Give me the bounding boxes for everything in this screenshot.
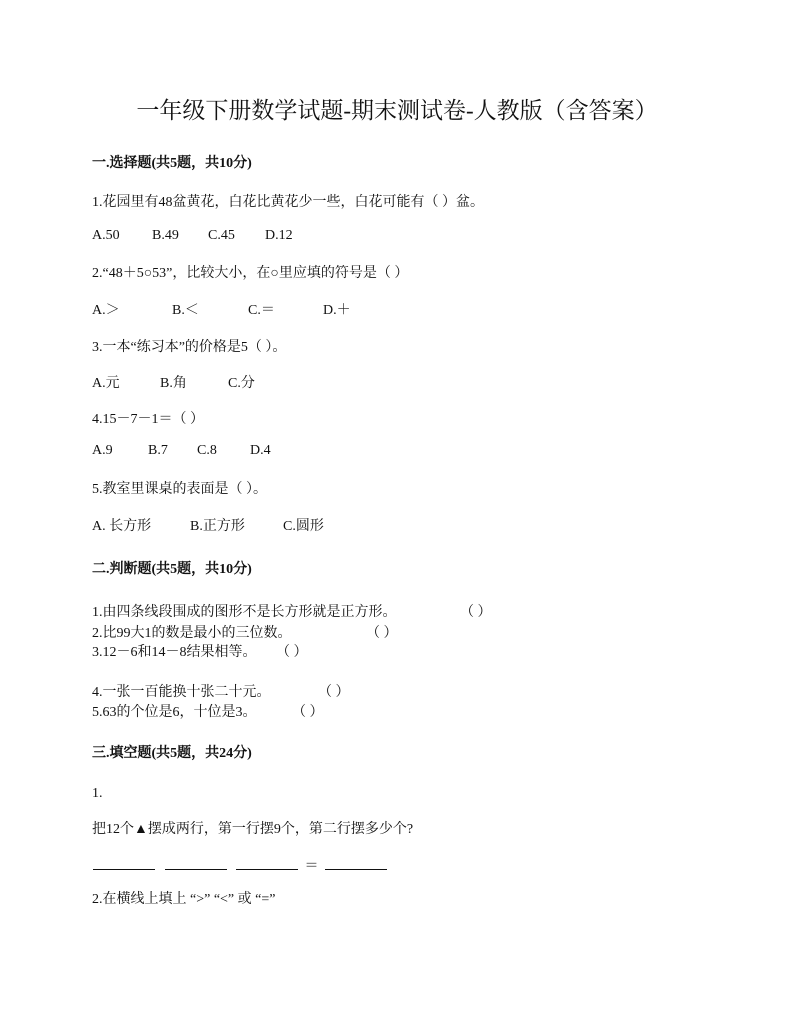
section-heading-fill: 三.填空题(共5题，共24分): [92, 746, 252, 761]
choice-option: B.7: [148, 443, 168, 458]
choice-option: D.＋: [323, 303, 351, 318]
page-title: 一年级下册数学试题-期末测试卷-人教版（含答案）: [136, 98, 658, 123]
choice-option: A.＞: [92, 303, 120, 318]
answer-blank[interactable]: [165, 857, 227, 870]
fill-question-number: 1.: [92, 786, 103, 801]
judge-question-5: 5.63的个位是6，十位是3。: [92, 705, 257, 720]
choice-option: C.分: [228, 376, 255, 391]
choice-option: B.＜: [172, 303, 199, 318]
choice-option: C.圆形: [283, 519, 324, 534]
choice-option: D.12: [265, 228, 293, 243]
answer-blank[interactable]: [93, 857, 155, 870]
answer-blank-row: [93, 855, 387, 875]
choice-question-3: 3.一本“练习本”的价格是5（ ）。: [92, 340, 287, 355]
section-heading-choice: 一.选择题(共5题，共10分): [92, 156, 252, 171]
judge-question-1: 1.由四条线段围成的图形不是长方形就是正方形。: [92, 605, 397, 620]
equals-sign: ＝: [304, 859, 319, 874]
choice-option: A.元: [92, 376, 120, 391]
answer-parentheses: （ ）: [292, 705, 324, 720]
answer-parentheses: （ ）: [366, 626, 398, 641]
choice-option: B.角: [160, 376, 187, 391]
section-heading-judge: 二.判断题(共5题，共10分): [92, 562, 252, 577]
answer-blank[interactable]: [236, 857, 298, 870]
choice-question-5: 5.教室里课桌的表面是（ ）。: [92, 482, 267, 497]
choice-question-1: 1.花园里有48盆黄花，白花比黄花少一些，白花可能有（ ）盆。: [92, 195, 484, 210]
judge-question-4: 4.一张一百能换十张二十元。: [92, 685, 271, 700]
choice-question-4: 4.15－7－1＝（ ）: [92, 412, 204, 427]
choice-option: C.＝: [248, 303, 275, 318]
choice-option: C.8: [197, 443, 217, 458]
choice-option: A.50: [92, 228, 120, 243]
choice-question-2: 2.“48＋5○53”，比较大小，在○里应填的符号是（ ）: [92, 266, 409, 281]
choice-option: D.4: [250, 443, 271, 458]
choice-option: B.49: [152, 228, 179, 243]
judge-question-2: 2.比99大1的数是最小的三位数。: [92, 626, 292, 641]
choice-option: A. 长方形: [92, 519, 152, 534]
answer-parentheses: （ ）: [318, 685, 350, 700]
judge-question-3: 3.12－6和14－8结果相等。: [92, 645, 257, 660]
fill-question-1: 把12个▲摆成两行，第一行摆9个，第二行摆多少个?: [92, 822, 414, 837]
choice-option: C.45: [208, 228, 235, 243]
answer-parentheses: （ ）: [460, 605, 492, 620]
choice-option: B.正方形: [190, 519, 245, 534]
fill-question-2: 2.在横线上填上 “>” “<” 或 “=”: [92, 892, 276, 907]
answer-parentheses: （ ）: [276, 645, 308, 660]
answer-blank[interactable]: [325, 857, 387, 870]
choice-option: A.9: [92, 443, 113, 458]
